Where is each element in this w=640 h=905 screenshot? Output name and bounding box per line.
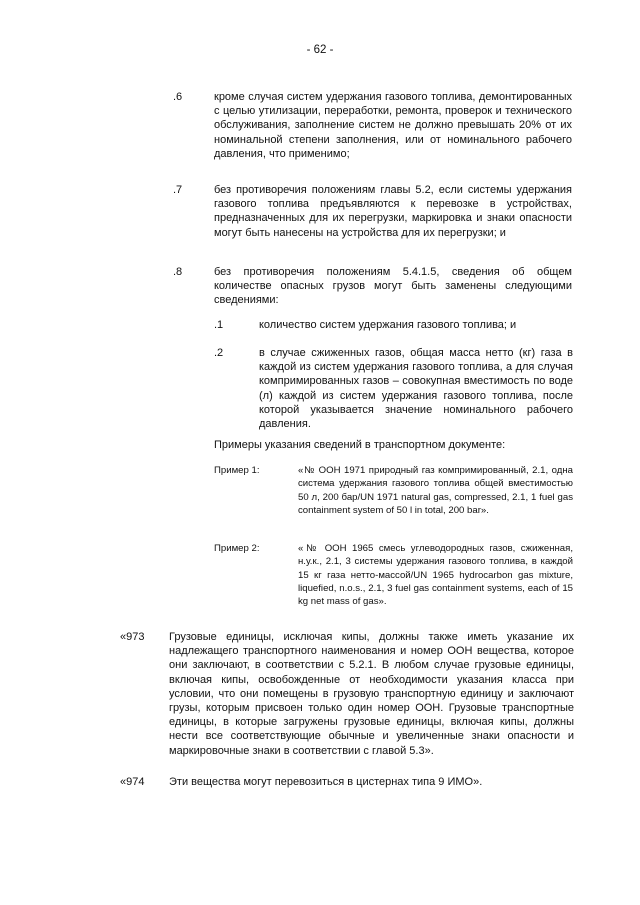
provision-text: Грузовые единицы, исключая кипы, должны также иметь указание их надлежащего транспортного наименования и номер ООН вещества, которое они заключают, в соответствии с 5.2.1. В любом случае грузовые единицы, включая кипы, освобожденные от необходимости указания класса при условии, что они помещены в грузовую транспортную единицу и заключают грузы, которым присвоен только один номер ООН. Грузовые транспортные единицы, в которые загружены грузовые единицы, включая кипы, должны нести все соответствующие обычные и увеличенные знаки опасности и маркировочные знаки в соответствии с главой 5.3». — [169, 631, 574, 757]
sub-item-number: .2 — [214, 347, 224, 359]
item-text: без противоречия положениям главы 5.2, если системы удержания газового топлива предъявляются к перевозке в устройствах, предназначенных для их перегрузки, маркировка и знаки опасности могут быть нанесены на устройства для их перегрузки; и — [214, 184, 572, 239]
example-text: «№ ООН 1965 смесь углеводородных газов, сжиженная, н.у.к., 2.1, 3 системы удержания газового топлива, в каждой 15 кг газа нетто-массой/UN 1965 hydrocarbon gas mixture, liquefied, n.o.s., 2.1, 3 fuel gas containment systems, each of 15 kg net mass of gas». — [298, 543, 573, 608]
examples-intro: Примеры указания сведений в транспортном документе: — [214, 439, 506, 451]
provision-text: Эти вещества могут перевозиться в цистернах типа 9 ИМО». — [169, 776, 483, 788]
sub-item-text: в случае сжиженных газов, общая масса нетто (кг) газа в каждой из систем удержания газового топлива, а для случая компримированных газов – совокупная вместимость по воде (л) каждой из систем удержания газового топлива, после которой указывается значение номинального рабочего давления. — [259, 347, 573, 431]
example-text: «№ ООН 1971 природный газ компримированный, 2.1, одна система удержания газового топлива общей вместимостью 50 л, 200 бар/UN 1971 natural gas, compressed, 2.1, 1 fuel gas containment system of 50 l in total, 200 bar». — [298, 465, 573, 516]
item-number: .7 — [173, 184, 183, 196]
sub-item-text: количество систем удержания газового топлива; и — [259, 319, 517, 331]
example-label: Пример 2: — [214, 543, 260, 554]
sub-item-number: .1 — [214, 319, 224, 331]
example-label: Пример 1: — [214, 465, 260, 476]
item-text: кроме случая систем удержания газового топлива, демонтированных с целью утилизации, переработки, ремонта, проверок и технического обслуживания, заполнение систем не должно превышать 20% от их номинальной степени заполнения, или от номинального рабочего давления, что применимо; — [214, 91, 572, 160]
item-text: без противоречия положениям 5.4.1.5, сведения об общем количестве опасных грузов могут быть заменены следующими сведениями: — [214, 266, 572, 307]
provision-number: «974 — [120, 776, 145, 788]
provision-number: «973 — [120, 631, 145, 643]
item-number: .8 — [173, 266, 183, 278]
item-number: .6 — [173, 91, 183, 103]
page-number: - 62 - — [306, 44, 334, 56]
